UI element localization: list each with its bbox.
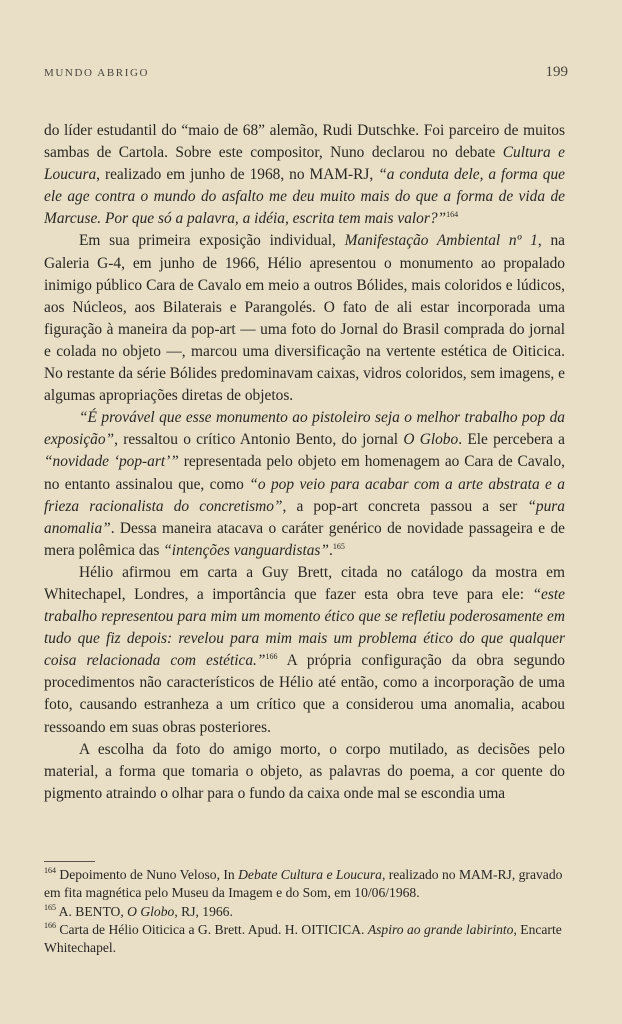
text-run: representada pelo objeto em homenagem ao Cara de Cavalo, no entanto assinalou que, como: [44, 453, 566, 493]
paragraph-1: [44, 120, 565, 230]
italic-title: O Globo: [127, 903, 175, 919]
running-head: MUNDO ABRIGO: [44, 67, 150, 79]
text-run: A. BENTO,: [56, 903, 128, 919]
italic-quote: “a conduta dele, a forma que ele age contra o mundo do asfalto me deu muito mais do que a forma de vida de Marcuse. Por que só a palavra, a idéia, escrita tem mais valor?”: [44, 166, 566, 228]
italic-title: Cultura e Loucura: [44, 144, 565, 184]
text-run: , RJ, 1966.: [174, 903, 233, 919]
text-run: A própria configuração da obra segundo procedimentos não característicos de Hélio até então, como a incorporação de uma foto, causando estranheza a um crítico que a considerou uma anomalia, acabou ressoando em suas obras posteriores.: [44, 652, 565, 736]
footnote-number: 166: [44, 920, 56, 930]
footnote-number: 164: [44, 866, 56, 875]
italic-title: O Globo: [403, 431, 459, 449]
text-run: . Dessa maneira atacava o caráter genérico de novidade passageira e de mera polêmica das: [44, 519, 565, 559]
text-run: Hélio afirmou em carta a Guy Brett, citada no catálogo da mostra em Whitechapel, Londres, a importância que fazer esta obra teve para ele:: [44, 563, 565, 603]
italic-title: Manifestação Ambiental nº 1: [344, 232, 538, 250]
paragraph-3: [44, 407, 565, 562]
text-run: Carta de Hélio Oiticica a G. Brett. Apud. H. OITICICA.: [56, 921, 368, 937]
text-run: , Encarte Whitechapel.: [44, 921, 562, 956]
paragraph-4: [44, 562, 565, 739]
footnote-ref-165: 165: [332, 541, 345, 551]
footnote-divider: [44, 861, 95, 862]
text-run: , na Galeria G-4, em junho de 1966, Hélio apresentou o monumento ao propalado inimigo público Cara de Cavalo em meio a outros Bólides, mais coloridos e lúdicos, aos Núcleos, aos Bilaterais e Parangolés. O fato de ali estar incorporada uma figuração à maneira da pop-art — uma foto do Jornal do Brasil comprada do jornal e colada no objeto —, marcou uma diversificação na vertente estética de Oiticica. No restante da série Bólides predominavam caixas, vidros coloridos, sem imagens, e algumas apropriações diretas de objetos.: [44, 232, 565, 405]
footnote-166: [44, 921, 565, 958]
italic-quote: “intenções vanguardistas”: [163, 541, 329, 559]
text-run: Depoimento de Nuno Veloso, In: [56, 867, 239, 882]
paragraph-2: [44, 230, 565, 407]
footnote-165: [44, 903, 565, 921]
text-run: , realizado no MAM-RJ, gravado em fita magnética pelo Museu da Imagem e do Som, em 10/06/1968.: [44, 867, 563, 901]
footnote-ref-164: 164: [446, 210, 459, 220]
italic-title: Aspiro ao grande labirinto: [367, 921, 514, 937]
text-run: , realizado em junho de 1968, no MAM-RJ,: [96, 166, 379, 184]
italic-quote: “o pop veio para acabar com a arte abstrata e a frieza racionalista do concretismo”: [44, 475, 565, 515]
italic-quote: “É provável que esse monumento ao pistoleiro seja o melhor trabalho pop da exposição”: [44, 409, 565, 449]
body-text: [44, 120, 565, 805]
text-run: .: [328, 541, 333, 559]
italic-quote: “este trabalho representou para mim um momento ético que se refletiu poderosamente em tudo que fiz depois: revelou para mim mais um problema ético do que qualquer coisa relacionada com estética.”: [44, 585, 565, 670]
italic-quote: “novidade ‘pop-art’”: [44, 453, 179, 471]
footnote-number: 165: [44, 902, 56, 912]
text-run: , a pop-art concreta passou a ser: [282, 497, 528, 515]
page-number: 199: [545, 64, 568, 80]
footnote-ref-166: 166: [265, 652, 278, 662]
italic-quote: “pura anomalia”: [44, 497, 565, 537]
text-run: Em sua primeira exposição individual,: [79, 232, 345, 250]
paragraph-5: [44, 739, 565, 805]
text-run: A escolha da foto do amigo morto, o corpo mutilado, as decisões pelo material, a forma que tomaria o objeto, as palavras do poema, a cor quente do pigmento atraindo o olhar para o fundo da caixa onde mal se escondia uma: [44, 740, 565, 802]
italic-title: Debate Cultura e Loucura: [238, 867, 382, 882]
footnotes: [44, 866, 565, 957]
text-run: , ressaltou o crítico Antonio Bento, do jornal: [114, 431, 404, 449]
footnote-164: [44, 866, 565, 903]
text-run: . Ele percebera a: [458, 431, 565, 449]
text-run: do líder estudantil do “maio de 68” alemão, Rudi Dutschke. Foi parceiro de muitos sambas de Cartola. Sobre este compositor, Nuno declarou no debate: [44, 122, 565, 162]
